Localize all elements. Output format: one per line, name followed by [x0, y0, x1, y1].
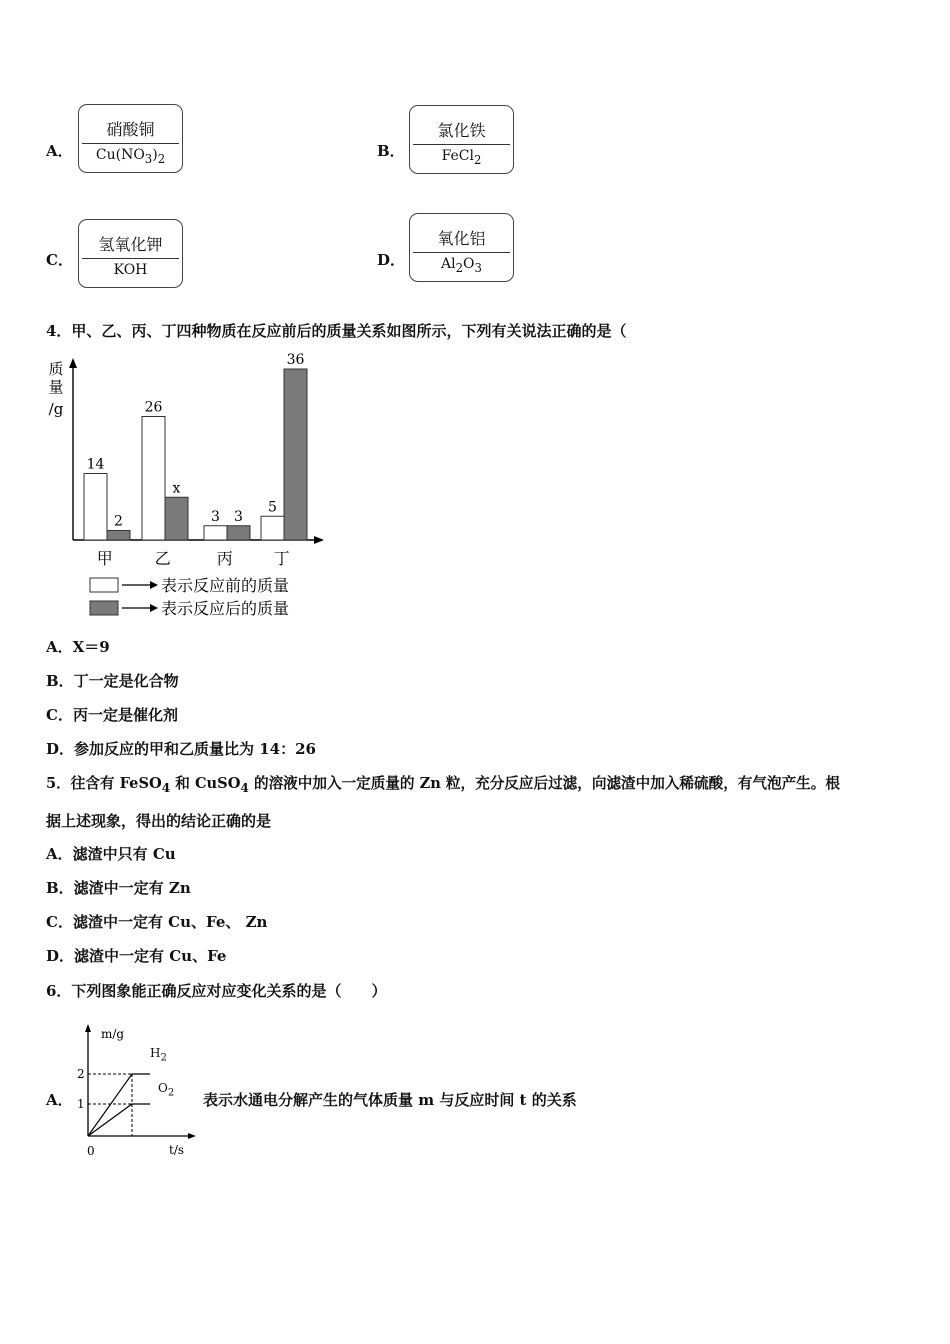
- bar-label-after-1: 2: [114, 513, 123, 530]
- question-5-stem-line2: 据上述现象，得出的结论正确的是: [46, 812, 272, 830]
- y-axis-label-2: 量: [48, 378, 64, 396]
- reagent-formula: FeCl$_2$: [441, 148, 482, 167]
- bar-label-before-3: 3: [211, 508, 220, 525]
- category-label-3: 丙: [216, 549, 233, 568]
- bar-label-after-2: x: [172, 480, 181, 497]
- bar-label-before-4: 5: [268, 499, 277, 516]
- q6-option-a-letter[interactable]: A．: [46, 1091, 73, 1109]
- reagent-formula: KOH: [113, 262, 148, 278]
- mass-bar-chart: [40, 352, 340, 622]
- bar-before-1: [84, 474, 107, 541]
- option-d-letter: D．: [377, 251, 406, 269]
- option-a-letter: A．: [46, 142, 73, 160]
- bar-after-3: [227, 526, 250, 540]
- q6-option-a-text[interactable]: 表示水通电分解产生的气体质量 m 与反应时间 t 的关系: [203, 1091, 577, 1109]
- legend-before-label: 表示反应前的质量: [161, 576, 290, 595]
- reagent-name: 硝酸铜: [106, 120, 155, 139]
- bar-after-2: [165, 497, 188, 540]
- graph-y-label: m/g: [101, 1027, 125, 1041]
- question-6-stem: 6．下列图象能正确反应对应变化关系的是（ ）: [46, 982, 387, 1000]
- q4-option-b[interactable]: B．丁一定是化合物: [46, 672, 179, 690]
- bar-label-after-4: 36: [286, 352, 305, 368]
- q5-option-d[interactable]: D．滤渣中一定有 Cu、Fe: [46, 947, 227, 965]
- q5-option-a[interactable]: A．滤渣中只有 Cu: [46, 845, 176, 863]
- bar-after-1: [107, 531, 130, 541]
- bar-label-before-1: 14: [86, 456, 105, 473]
- y-axis-label-1: 质: [48, 360, 64, 378]
- o2-line: [88, 1104, 150, 1136]
- bar-label-after-3: 3: [234, 508, 243, 525]
- q4-option-c[interactable]: C．丙一定是催化剂: [46, 706, 178, 724]
- q4-option-d[interactable]: D．参加反应的甲和乙质量比为 14：26: [46, 740, 316, 758]
- graph-y-tick-1: 1: [77, 1097, 85, 1111]
- reagent-name: 氧化铝: [437, 229, 486, 248]
- reagent-name: 氢氧化钾: [98, 235, 163, 254]
- reagent-label-b: [409, 105, 514, 174]
- q5-option-c[interactable]: C．滤渣中一定有 Cu、Fe、 Zn: [46, 913, 268, 931]
- bar-label-before-2: 26: [144, 399, 163, 416]
- category-label-2: 乙: [154, 549, 171, 568]
- q5-option-b[interactable]: B．滤渣中一定有 Zn: [46, 879, 191, 897]
- reagent-label-c: [78, 219, 183, 288]
- bar-before-4: [261, 516, 284, 540]
- graph-y-tick-2: 2: [77, 1067, 85, 1081]
- h2-line: [88, 1074, 150, 1136]
- legend-after-swatch: [90, 601, 118, 615]
- category-label-4: 丁: [273, 549, 290, 568]
- q4-option-a[interactable]: A．X＝9: [46, 638, 110, 656]
- graph-x-label: t/s: [169, 1143, 185, 1157]
- graph-origin: 0: [87, 1144, 95, 1158]
- y-axis-arrow: [69, 358, 77, 368]
- legend-after-label: 表示反应后的质量: [161, 599, 290, 618]
- question-5-stem-line1: 5．往含有 FeSO$_4$ 和 CuSO$_4$ 的溶液中加入一定质量的 Zn 粒，充分反应后过滤，向滤渣中加入稀硫酸，有气泡产生。根: [46, 775, 840, 795]
- h2-label: $H_2$: [150, 1046, 167, 1064]
- bar-before-2: [142, 417, 165, 541]
- o2-label: $O_2$: [158, 1081, 175, 1099]
- reagent-formula: $Cu(NO_3)_2$: [95, 147, 166, 166]
- electrolysis-graph: [70, 1018, 205, 1163]
- reagent-formula: $Al_2O_3$: [441, 256, 482, 275]
- x-axis-arrow: [314, 536, 324, 544]
- bar-after-4: [284, 369, 307, 540]
- y-axis-label-3: /g: [48, 400, 64, 418]
- reagent-label-d: [409, 213, 514, 282]
- reagent-name: 氯化铁: [437, 121, 486, 140]
- bar-before-3: [204, 526, 227, 540]
- reagent-label-a: [78, 104, 183, 173]
- question-4-stem: 4．甲、乙、丙、丁四种物质在反应前后的质量关系如图所示，下列有关说法正确的是（: [46, 322, 627, 340]
- category-label-1: 甲: [96, 549, 113, 568]
- legend-before-swatch: [90, 578, 118, 592]
- option-b-letter: B．: [377, 142, 405, 160]
- option-c-letter: C．: [46, 251, 73, 269]
